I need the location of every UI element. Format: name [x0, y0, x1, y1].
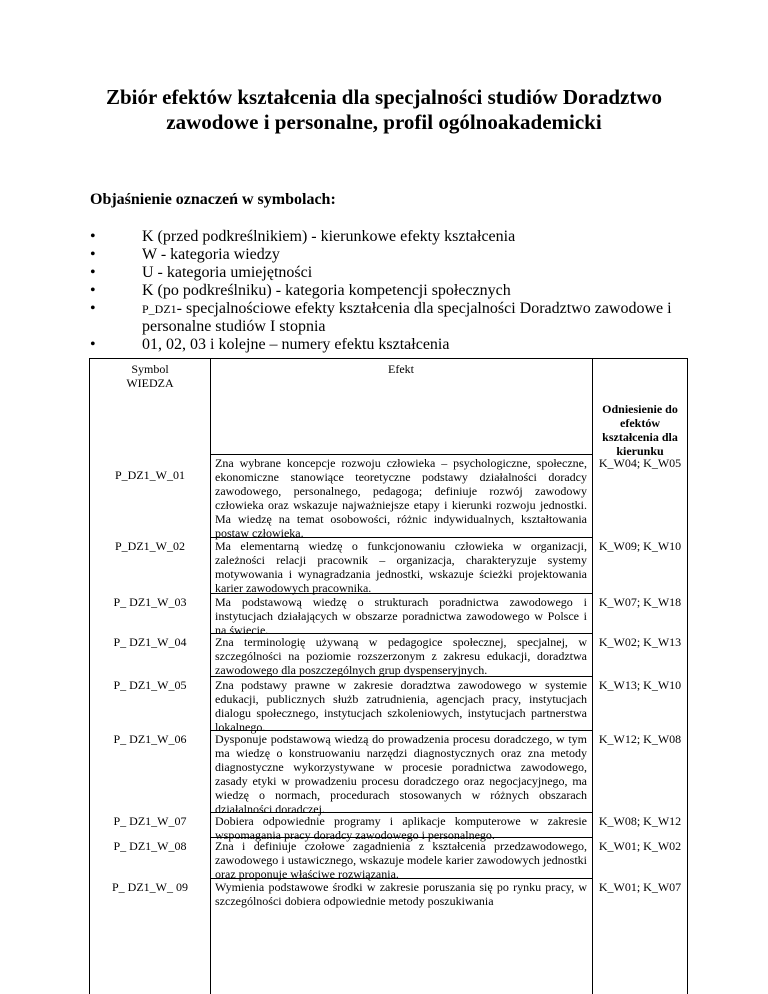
row-symbol: P_ DZ1_W_ 09 — [112, 880, 188, 894]
table-rule — [210, 454, 592, 455]
column-header-symbol — [90, 362, 210, 390]
legend-item-text: - specjalnościowe efekty kształcenia dla specjalności Doradztwo zawodowe i personalne studiów I stopnia — [142, 300, 672, 335]
row-symbol: P_ DZ1_W_05 — [113, 678, 187, 692]
row-reference: K_W07; K_W18 — [598, 595, 682, 609]
column-header-efekt: Efekt — [388, 362, 414, 376]
bullet-icon: • — [90, 336, 96, 353]
bullet-icon: • — [90, 282, 96, 299]
row-reference: K_W01; K_W07 — [598, 880, 682, 894]
bullet-icon: • — [90, 300, 96, 317]
legend-item — [90, 228, 690, 246]
column-header-odniesienie: Odniesienie do efektów kształcenia dla kierunku — [602, 402, 678, 458]
row-reference: K_W04; K_W05 — [598, 456, 682, 470]
legend-item — [90, 246, 690, 264]
row-symbol: P_ DZ1_W_08 — [113, 839, 187, 853]
legend-item — [90, 264, 690, 282]
legend-item-prefix: P_DZ1 — [142, 302, 177, 316]
row-symbol: P_DZ1_W_02 — [115, 539, 185, 553]
legend-item-text: K (przed podkreślnikiem) - kierunkowe efekty kształcenia — [142, 228, 516, 245]
row-symbol: P_ DZ1_W_06 — [113, 732, 187, 746]
row-description: Ma podstawową wiedzę o strukturach poradnictwa zawodowego i instytucjach działających w obszarze poradnictwa zawodowego w Polsce i na świecie. — [215, 595, 587, 637]
legend-item — [90, 300, 690, 336]
legend-item-text: K (po podkreślniku) - kategoria kompetencji społecznych — [142, 282, 511, 299]
row-description: Zna terminologię używaną w pedagogice społecznej, specjalnej, w szczególności na poziomie rozszerzonym z zakresu edukacji, doradztwa zawodowego dla poszczególnych grup dyspenseryjnych. — [215, 635, 587, 677]
legend-item-text: W - kategoria wiedzy — [142, 246, 280, 263]
row-symbol: P_ DZ1_W_04 — [113, 635, 187, 649]
row-symbol: P_ DZ1_W_07 — [113, 814, 187, 828]
legend-item-text: U - kategoria umiejętności — [142, 264, 313, 281]
section-label: WIEDZA — [126, 376, 174, 390]
legend-item — [90, 282, 690, 300]
title-line-1: Zbiór efektów kształcenia dla specjalności studiów Doradztwo — [105, 85, 663, 109]
row-description: Ma elementarną wiedzę o funkcjonowaniu człowieka w organizacji, zależności relacji pracownik – organizacja, charakteryzuje systemy motywowania i wynagradzania jednostki, wskazuje ścieżki projektowania karier zawodowych pracownika. — [215, 539, 587, 595]
row-reference: K_W09; K_W10 — [598, 539, 682, 553]
row-description: Wymienia podstawowe środki w zakresie poruszania się po rynku pracy, w szczególności dobiera odpowiednie metody poszukiwania — [215, 880, 587, 908]
row-description: Zna i definiuje czołowe zagadnienia z kształcenia przedzawodowego, zawodowego i ustawicznego, wskazuje modele karier zawodowych jednostki oraz proponuje właściwe rozwiązania. — [215, 839, 587, 881]
bullet-icon: • — [90, 228, 96, 245]
legend-item-text: 01, 02, 03 i kolejne – numery efektu kształcenia — [142, 336, 450, 353]
legend-heading: Objaśnienie oznaczeń w symbolach: — [90, 191, 336, 208]
bullet-icon: • — [90, 246, 96, 263]
row-reference: K_W08; K_W12 — [598, 814, 682, 828]
row-reference: K_W13; K_W10 — [598, 678, 682, 692]
page-title — [60, 85, 708, 135]
title-line-2: zawodowe i personalne, profil ogólnoakademicki — [166, 110, 602, 134]
row-reference: K_W12; K_W08 — [598, 732, 682, 746]
row-description: Dobiera odpowiednie programy i aplikacje komputerowe w zakresie wspomagania pracy doradcy zawodowego i personalnego. — [215, 814, 587, 842]
bullet-icon: • — [90, 264, 96, 281]
legend-item — [90, 336, 690, 354]
row-symbol: P_DZ1_W_01 — [115, 468, 185, 482]
symbol-label: Symbol — [131, 362, 169, 376]
legend-list — [90, 228, 690, 354]
row-description: Zna podstawy prawne w zakresie doradztwa zawodowego w systemie edukacji, publicznych służb zatrudnienia, agencjach pracy, instytucjach dialogu społecznego, instytucjach szkoleniowych, instytucjach partnerstwa lokalnego. — [215, 678, 587, 734]
row-description: Zna wybrane koncepcje rozwoju człowieka – psychologiczne, społeczne, ekonomiczne stanowiące teoretyczne podstawy działalności doradcy zawodowego, personalnego, pedagoga; definiuje rozwój zawodowy człowieka oraz wskazuje najważniejsze etapy i kierunki rozwoju jednostki. Ma wiedzę na temat osobowości, różnic indywidualnych, kształtowania postaw człowieka. — [215, 456, 587, 540]
row-symbol: P_ DZ1_W_03 — [113, 595, 187, 609]
row-reference: K_W02; K_W13 — [598, 635, 682, 649]
row-reference: K_W01; K_W02 — [598, 839, 682, 853]
row-description: Dysponuje podstawową wiedzą do prowadzenia procesu doradczego, w tym ma wiedzę o konstruowaniu narzędzi diagnostycznych oraz zna metody diagnostyczne wykorzystywane w procesie poradnictwa zawodowego, zasady etyki w prowadzeniu procesu doradczego oraz negocjacyjnego, ma wiedzę o normach, procedurach stosowanych w różnych obszarach działalności doradczej. — [215, 732, 587, 816]
